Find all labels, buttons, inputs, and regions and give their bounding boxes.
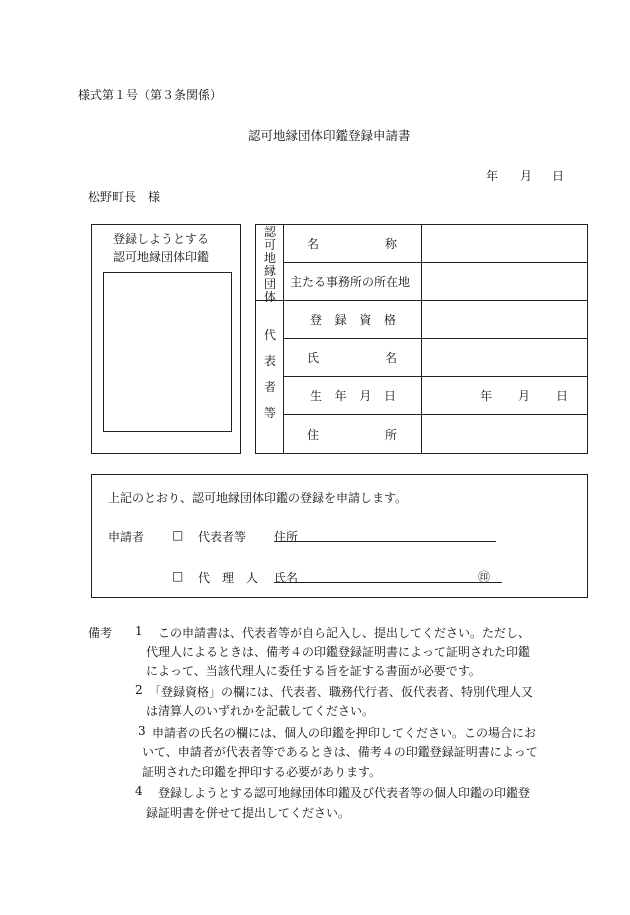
agent-checkbox[interactable]: □ <box>172 569 184 583</box>
label-char: 月 <box>359 388 372 403</box>
note-line: この申請書は、代表者等が自ら記入し、提出してください。ただし、 <box>158 626 531 640</box>
note-line: いて、申請者が代表者等であるときは、備考４の印鑑登録証明書によって <box>142 745 538 759</box>
label-char: 日 <box>383 388 396 403</box>
group-label-char: 者 <box>263 380 276 394</box>
date-year-label: 年 <box>486 169 499 183</box>
value-name-field[interactable] <box>422 225 587 262</box>
value-office-field[interactable] <box>422 263 587 300</box>
label-char: 資 <box>359 312 372 327</box>
label-char: 氏 <box>307 350 320 365</box>
address-input-line[interactable] <box>274 541 496 542</box>
note-line: 代理人によるときは、備考４の印鑑登録証明書によって証明された印鑑 <box>146 645 531 659</box>
group-label-organization <box>263 226 277 304</box>
application-statement: 上記のとおり、認可地縁団体印鑑の登録を申請します。 <box>108 491 408 505</box>
note-line: 登録しようとする認可地縁団体印鑑及び代表者等の個人印鑑の印鑑登 <box>158 786 531 800</box>
group-label-char: 表 <box>263 354 276 368</box>
name-input-line[interactable] <box>274 582 502 583</box>
note-number: 1 <box>135 624 143 638</box>
label-char: 所 <box>384 427 397 442</box>
group-label-char: 縁 <box>263 264 276 278</box>
table-divider <box>283 224 284 454</box>
note-line: 証明された印鑑を押印する必要があります。 <box>142 765 382 779</box>
label-char: 登 <box>310 312 323 327</box>
seal-impression-area[interactable] <box>103 272 232 432</box>
note-number: 3 <box>138 724 146 738</box>
label-char: 名 <box>384 350 397 365</box>
note-line: 申請者の氏名の欄には、個人の印鑑を押印してください。この場合にお <box>152 726 537 740</box>
group-label-char: 認 <box>263 225 276 239</box>
group-label-char: 体 <box>263 290 276 304</box>
addressee: 松野町長 様 <box>88 190 161 204</box>
row-label-address <box>307 414 397 454</box>
birth-year-label: 年 <box>480 388 493 403</box>
page-title: 認可地縁団体印鑑登録申請書 <box>248 128 411 143</box>
label-char: 年 <box>334 388 347 403</box>
row-label-birthdate <box>310 376 396 414</box>
label-char: 称 <box>384 236 397 251</box>
seal-box-caption-2: 認可地縁団体印鑑 <box>113 250 210 264</box>
row-label-office <box>290 262 418 300</box>
label-char: 録 <box>334 312 347 327</box>
agent-option-label: 代 理 人 <box>198 571 259 585</box>
representative-checkbox[interactable]: □ <box>172 528 184 542</box>
label-char: 住 <box>307 427 320 442</box>
date-day-label: 日 <box>552 169 565 183</box>
note-line: 録証明書を併せて提出してください。 <box>146 806 351 820</box>
notes-heading: 備考 <box>88 626 113 640</box>
group-label-char: 等 <box>263 406 276 420</box>
applicant-label: 申請者 <box>108 530 145 544</box>
form-number: 様式第１号（第３条関係） <box>78 88 223 102</box>
value-address-field[interactable] <box>422 415 587 453</box>
note-number: 2 <box>135 683 143 697</box>
birth-month-label: 月 <box>517 388 530 403</box>
note-line: は清算人のいずれかを記載してください。 <box>146 704 375 718</box>
address-label: 住所 <box>274 530 299 544</box>
label-char: 生 <box>310 388 323 403</box>
row-label-person-name <box>307 338 397 376</box>
group-label-char: 地 <box>263 251 276 265</box>
value-birthdate-field[interactable] <box>480 376 568 414</box>
seal-mark: ㊞ <box>478 570 491 584</box>
row-label-name <box>307 224 397 262</box>
seal-box-caption-1: 登録しようとする <box>113 232 210 246</box>
representative-option-label: 代表者等 <box>198 530 247 544</box>
value-person-name-field[interactable] <box>422 339 587 376</box>
name-label: 氏名 <box>274 571 299 585</box>
group-label-char: 可 <box>263 238 276 252</box>
group-label-char: 団 <box>263 277 276 291</box>
row-label-qualification <box>310 300 396 338</box>
date-month-label: 月 <box>520 169 533 183</box>
note-line: 「登録資格」の欄には、代表者、職務代行者、仮代表者、特別代理人又 <box>149 685 534 699</box>
group-label-representative <box>263 322 277 426</box>
label-char: 名 <box>307 236 320 251</box>
value-qualification-field[interactable] <box>422 301 587 338</box>
label-char: 格 <box>383 312 396 327</box>
group-label-char: 代 <box>263 328 276 342</box>
note-number: 4 <box>135 784 143 798</box>
row-label-office-text: 主たる事務所の所在地 <box>290 274 411 289</box>
birth-day-label: 日 <box>555 388 568 403</box>
note-line: によって、当該代理人に委任する旨を証する書面が必要です。 <box>146 664 481 678</box>
